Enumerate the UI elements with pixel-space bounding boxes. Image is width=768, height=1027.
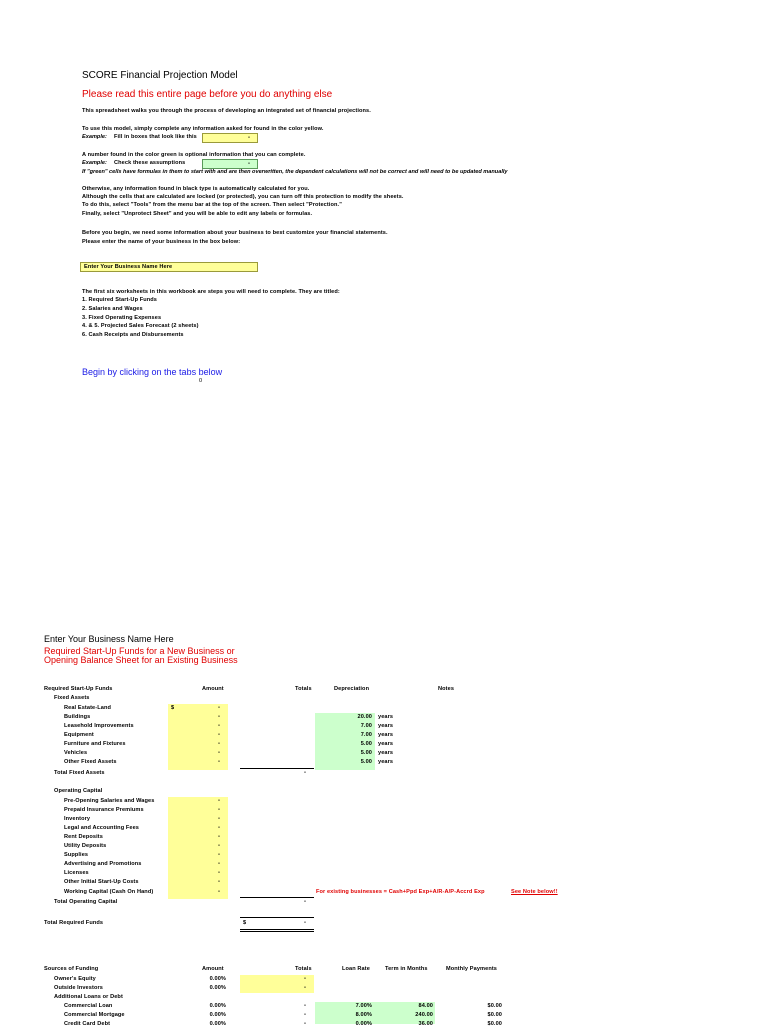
loan-term[interactable]: 84.00 bbox=[418, 1003, 433, 1009]
fixed-asset-amount[interactable]: - bbox=[218, 705, 220, 711]
operating-capital-amount[interactable]: - bbox=[218, 816, 220, 822]
years-label: years bbox=[378, 759, 394, 765]
total-fixed-assets-label: Total Fixed Assets bbox=[54, 770, 105, 776]
sheet-business-name: Enter Your Business Name Here bbox=[44, 634, 174, 644]
example-yellow-value: - bbox=[248, 135, 250, 141]
green-cells-note: If "green" cells have formulas in them to start with and are then overwritten, the dependent calculations will not be correct and will need to be updated manually bbox=[82, 169, 508, 175]
example-yellow-cell[interactable] bbox=[202, 133, 258, 143]
existing-business-note: For existing businesses = Cash+Ppd Exp+A/R-A/P-Accrd Exp bbox=[316, 889, 485, 895]
example-green-value: - bbox=[248, 161, 250, 167]
intro-paragraph-4-line-4: Finally, select "Unprotect Sheet" and you will be able to edit any labels or formulas. bbox=[82, 211, 313, 217]
example-text-yellow: Fill in boxes that look like this bbox=[114, 134, 197, 140]
operating-capital-amount[interactable]: - bbox=[218, 807, 220, 813]
loan-term[interactable]: 36.00 bbox=[418, 1021, 433, 1027]
funding-totals-column bbox=[240, 975, 314, 993]
fixed-asset-label: Real Estate-Land bbox=[64, 705, 111, 711]
loan-label: Credit Card Debt bbox=[64, 1021, 111, 1027]
column-header-label: Required Start-Up Funds bbox=[44, 686, 113, 692]
years-label: years bbox=[378, 732, 394, 738]
additional-loans-heading: Additional Loans or Debt bbox=[54, 994, 123, 1000]
fixed-asset-amount[interactable]: - bbox=[218, 723, 220, 729]
column-header-notes: Notes bbox=[438, 686, 455, 692]
dollar-sign: $ bbox=[171, 705, 175, 711]
operating-capital-label: Licenses bbox=[64, 870, 89, 876]
depreciation-years[interactable]: 5.00 bbox=[360, 750, 372, 756]
column-header-amount: Amount bbox=[202, 686, 224, 692]
intro-paragraph-5-line-1: Before you begin, we need some information about your business to best customize your financial statements. bbox=[82, 230, 388, 236]
business-name-input[interactable] bbox=[80, 262, 258, 272]
years-label: years bbox=[378, 714, 394, 720]
funding-header-amount: Amount bbox=[202, 966, 224, 972]
depreciation-years[interactable]: 5.00 bbox=[360, 741, 372, 747]
total-required-underline-1 bbox=[240, 929, 314, 930]
intro-paragraph-1: This spreadsheet walks you through the process of developing an integrated set of financial projections. bbox=[82, 108, 371, 114]
operating-capital-amount[interactable]: - bbox=[218, 798, 220, 804]
funding-source-percent: 0.00% bbox=[209, 976, 226, 982]
intro-paragraph-4-line-2: Although the cells that are calculated are locked (or protected), you can turn off this protection to modify the sheets. bbox=[82, 194, 404, 200]
loan-total: - bbox=[304, 1012, 306, 1018]
total-required-dollar: $ bbox=[243, 920, 247, 926]
years-label: years bbox=[378, 750, 394, 756]
loan-total: - bbox=[304, 1003, 306, 1009]
intro-paragraph-5-line-2: Please enter the name of your business in the box below: bbox=[82, 239, 241, 245]
operating-capital-amount[interactable]: - bbox=[218, 834, 220, 840]
begin-instruction: Begin by clicking on the tabs below bbox=[82, 367, 223, 377]
funding-source-label: Outside Investors bbox=[54, 985, 103, 991]
operating-capital-label: Inventory bbox=[64, 816, 91, 822]
column-header-depreciation: Depreciation bbox=[334, 686, 370, 692]
funding-header-loan-rate: Loan Rate bbox=[342, 966, 370, 972]
loan-payment: $0.00 bbox=[487, 1012, 502, 1018]
total-required-funds-label: Total Required Funds bbox=[44, 920, 104, 926]
operating-capital-label: Supplies bbox=[64, 852, 89, 858]
operating-capital-heading: Operating Capital bbox=[54, 788, 103, 794]
operating-capital-amount[interactable]: - bbox=[218, 861, 220, 867]
loan-rate[interactable]: 0.00% bbox=[355, 1021, 372, 1027]
total-operating-capital-label: Total Operating Capital bbox=[54, 899, 118, 905]
worksheet-item: 4. & 5. Projected Sales Forecast (2 sheets) bbox=[82, 323, 199, 329]
worksheets-intro: The first six worksheets in this workbook are steps you will need to complete. They are titled: bbox=[82, 289, 340, 295]
total-fixed-assets-value: - bbox=[304, 770, 306, 776]
depreciation-years[interactable]: 7.00 bbox=[360, 723, 372, 729]
operating-capital-label: Advertising and Promotions bbox=[64, 861, 142, 867]
example-green-cell[interactable] bbox=[202, 159, 258, 169]
operating-capital-amount[interactable]: - bbox=[218, 843, 220, 849]
worksheet-item: 1. Required Start-Up Funds bbox=[82, 297, 158, 303]
total-required-topline bbox=[240, 917, 314, 918]
years-label: years bbox=[378, 723, 394, 729]
loan-percent: 0.00% bbox=[209, 1012, 226, 1018]
fixed-assets-heading: Fixed Assets bbox=[54, 695, 90, 701]
operating-capital-amount[interactable]: - bbox=[218, 889, 220, 895]
depreciation-years[interactable]: 7.00 bbox=[360, 732, 372, 738]
intro-paragraph-3: A number found in the color green is optional information that you can complete. bbox=[82, 152, 306, 158]
total-required-underline-2 bbox=[240, 931, 314, 932]
business-name-value: Enter Your Business Name Here bbox=[84, 264, 173, 270]
fixed-asset-amount[interactable]: - bbox=[218, 732, 220, 738]
example-label-2: Example: bbox=[82, 160, 107, 166]
loan-percent: 0.00% bbox=[209, 1003, 226, 1009]
years-label: years bbox=[378, 741, 394, 747]
funding-header-payments: Monthly Payments bbox=[446, 966, 498, 972]
operating-capital-amount[interactable]: - bbox=[218, 870, 220, 876]
operating-capital-label: Working Capital (Cash On Hand) bbox=[64, 889, 154, 895]
loan-payment: $0.00 bbox=[487, 1003, 502, 1009]
depreciation-years[interactable]: 20.00 bbox=[357, 714, 372, 720]
fixed-asset-label: Buildings bbox=[64, 714, 91, 720]
operating-capital-label: Legal and Accounting Fees bbox=[64, 825, 140, 831]
loan-payment: $0.00 bbox=[487, 1021, 502, 1027]
funding-source-total[interactable]: - bbox=[304, 985, 306, 991]
funding-header-label: Sources of Funding bbox=[44, 966, 99, 972]
intro-paragraph-4-line-1: Otherwise, any information found in black type is automatically calculated for you. bbox=[82, 186, 310, 192]
fixed-asset-amount[interactable]: - bbox=[218, 750, 220, 756]
operating-capital-label: Other Initial Start-Up Costs bbox=[64, 879, 139, 885]
funding-source-percent: 0.00% bbox=[209, 985, 226, 991]
total-required-funds-value: - bbox=[304, 920, 306, 926]
fixed-asset-label: Other Fixed Assets bbox=[64, 759, 117, 765]
worksheet-item: 6. Cash Receipts and Disbursements bbox=[82, 332, 184, 338]
funding-header-term: Term in Months bbox=[385, 966, 428, 972]
worksheet-item: 2. Salaries and Wages bbox=[82, 306, 143, 312]
loan-rate[interactable]: 8.00% bbox=[355, 1012, 372, 1018]
depreciation-years[interactable]: 5.00 bbox=[360, 759, 372, 765]
intro-paragraph-2: To use this model, simply complete any information asked for found in the color yellow. bbox=[82, 126, 324, 132]
loan-total: - bbox=[304, 1021, 306, 1027]
total-operating-underline bbox=[240, 897, 314, 898]
funding-source-label: Owner's Equity bbox=[54, 976, 96, 982]
fixed-asset-label: Furniture and Fixtures bbox=[64, 741, 126, 747]
see-note-link[interactable]: See Note below!! bbox=[511, 889, 558, 895]
warning-text: Please read this entire page before you do anything else bbox=[82, 89, 333, 100]
total-fixed-underline bbox=[240, 768, 314, 769]
fixed-asset-label: Vehicles bbox=[64, 750, 88, 756]
worksheet-item: 3. Fixed Operating Expenses bbox=[82, 315, 162, 321]
fixed-asset-label: Leasehold Improvements bbox=[64, 723, 134, 729]
funding-header-totals: Totals bbox=[295, 966, 312, 972]
page-title: SCORE Financial Projection Model bbox=[82, 70, 238, 81]
example-label: Example: bbox=[82, 134, 107, 140]
loan-label: Commercial Loan bbox=[64, 1003, 113, 1009]
operating-capital-label: Pre-Opening Salaries and Wages bbox=[64, 798, 155, 804]
fixed-asset-label: Equipment bbox=[64, 732, 94, 738]
operating-capital-label: Prepaid Insurance Premiums bbox=[64, 807, 144, 813]
zero-value: 0 bbox=[199, 378, 203, 384]
operating-capital-label: Rent Deposits bbox=[64, 834, 103, 840]
intro-paragraph-4-line-3: To do this, select "Tools" from the menu bar at the top of the screen. Then select "Protection." bbox=[82, 202, 342, 208]
operating-capital-amount[interactable]: - bbox=[218, 852, 220, 858]
column-header-totals: Totals bbox=[295, 686, 312, 692]
operating-capital-label: Utility Deposits bbox=[64, 843, 107, 849]
fixed-asset-amount[interactable]: - bbox=[218, 759, 220, 765]
total-operating-capital-value: - bbox=[304, 899, 306, 905]
sheet-subtitle-2: Opening Balance Sheet for an Existing Business bbox=[44, 655, 238, 665]
funding-source-total[interactable]: - bbox=[304, 976, 306, 982]
loan-rate[interactable]: 7.00% bbox=[355, 1003, 372, 1009]
sheet-subtitle-1: Required Start-Up Funds for a New Business or bbox=[44, 646, 235, 656]
loan-term[interactable]: 240.00 bbox=[415, 1012, 433, 1018]
operating-capital-amount[interactable]: - bbox=[218, 879, 220, 885]
example-text-green: Check these assumptions bbox=[114, 160, 186, 166]
fixed-asset-amount[interactable]: - bbox=[218, 741, 220, 747]
loan-percent: 0.00% bbox=[209, 1021, 226, 1027]
loan-label: Commercial Mortgage bbox=[64, 1012, 125, 1018]
fixed-asset-amount[interactable]: - bbox=[218, 714, 220, 720]
operating-capital-amount[interactable]: - bbox=[218, 825, 220, 831]
